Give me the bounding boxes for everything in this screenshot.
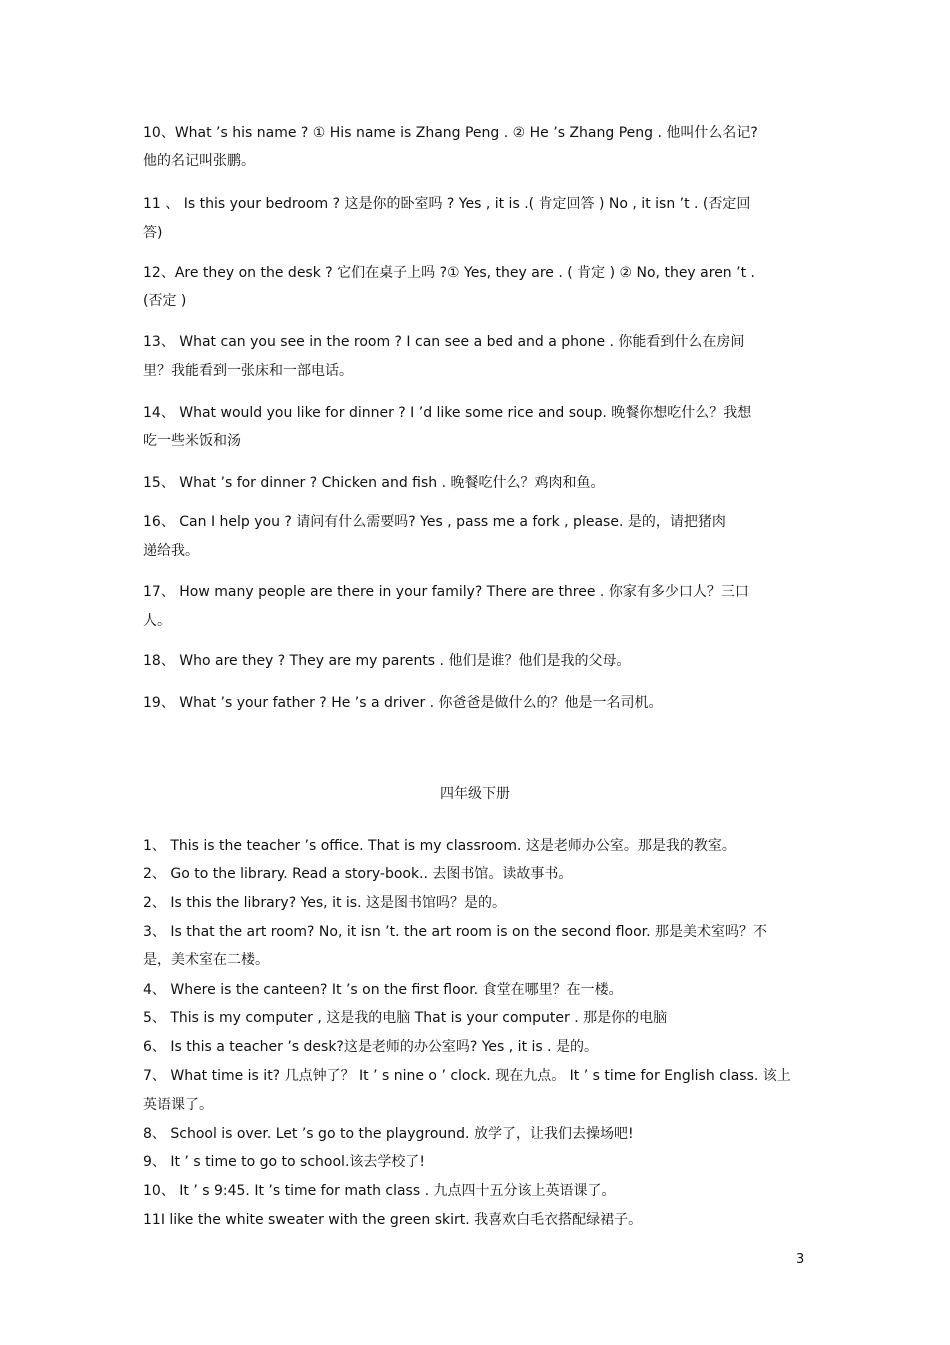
upper-item-18-line1: 18、 Who are they ? They are my parents . 他们是谁？他们是我的父母。 bbox=[143, 653, 631, 669]
upper-item-11-line2: 答) bbox=[143, 225, 163, 241]
upper-item-17-line2: 人。 bbox=[143, 613, 171, 629]
upper-item-14-line2: 吃一些米饭和汤 bbox=[143, 433, 241, 449]
lower-line: 5、 This is my computer , 这是我的电脑 That is your computer . 那是你的电脑 bbox=[143, 1010, 668, 1026]
lower-line: 2、 Is this the library? Yes, it is. 这是图书馆吗？是的。 bbox=[143, 895, 506, 911]
lower-line: 4、 Where is the canteen? It ’s on the first floor. 食堂在哪里？在一楼。 bbox=[143, 982, 623, 998]
lower-line: 10、 It ’ s 9:45. It ’s time for math class . 九点四十五分该上英语课了。 bbox=[143, 1183, 616, 1199]
lower-line: 9、 It ’ s time to go to school.该去学校了! bbox=[143, 1154, 426, 1170]
upper-item-12-line1: 12、Are they on the desk ? 它们在桌子上吗 ?① Yes, they are . ( 肯定 ) ② No, they aren ’t . bbox=[143, 265, 755, 281]
upper-item-14-line1: 14、 What would you like for dinner ? I ’d like some rice and soup. 晚餐你想吃什么？我想 bbox=[143, 405, 752, 421]
lower-line: 1、 This is the teacher ’s office. That is my classroom. 这是老师办公室。那是我的教室。 bbox=[143, 838, 736, 854]
upper-item-11-line1: 11 、 Is this your bedroom ? 这是你的卧室吗 ? Yes , it is .( 肯定回答 ) No , it isn ’t . (否定回 bbox=[143, 196, 751, 212]
lower-line: 8、 School is over. Let ’s go to the playground. 放学了，让我们去操场吧! bbox=[143, 1126, 634, 1142]
upper-item-13-line1: 13、 What can you see in the room ? I can see a bed and a phone . 你能看到什么在房间 bbox=[143, 334, 745, 350]
upper-item-12-line2: (否定 ) bbox=[143, 293, 187, 309]
upper-item-16-line1: 16、 Can I help you ? 请问有什么需要吗? Yes , pass me a fork , please. 是的，请把猪肉 bbox=[143, 514, 726, 530]
lower-line: 英语课了。 bbox=[143, 1097, 213, 1113]
upper-item-19-line1: 19、 What ’s your father ? He ’s a driver . 你爸爸是做什么的？他是一名司机。 bbox=[143, 695, 663, 711]
upper-item-10-line2: 他的名记叫张鹏。 bbox=[143, 153, 255, 169]
upper-item-10-line1: 10、What ’s his name ? ① His name is Zhang Peng . ② He ’s Zhang Peng . 他叫什么名记? bbox=[143, 125, 758, 141]
lower-line: 是，美术室在二楼。 bbox=[143, 952, 269, 968]
lower-line: 11I like the white sweater with the green skirt. 我喜欢白毛衣搭配绿裙子。 bbox=[143, 1212, 643, 1228]
upper-item-16-line2: 递给我。 bbox=[143, 543, 199, 559]
lower-line: 3、 Is that the art room? No, it isn ’t. the art room is on the second floor. 那是美术室吗？不 bbox=[143, 924, 768, 940]
upper-item-17-line1: 17、 How many people are there in your family? There are three . 你家有多少口人？三口 bbox=[143, 584, 749, 600]
upper-item-13-line2: 里？我能看到一张床和一部电话。 bbox=[143, 363, 353, 379]
lower-line: 6、 Is this a teacher ’s desk?这是老师的办公室吗? Yes , it is . 是的。 bbox=[143, 1039, 599, 1055]
upper-item-15-line1: 15、 What ’s for dinner ? Chicken and fish . 晚餐吃什么？鸡肉和鱼。 bbox=[143, 475, 605, 491]
lower-line: 7、 What time is it? 几点钟了？ It ’ s nine o ’ clock. 现在九点。 It ’ s time for English class. 该上 bbox=[143, 1068, 791, 1084]
page-number: 3 bbox=[796, 1252, 805, 1267]
section-title: 四年级下册 bbox=[440, 786, 510, 802]
lower-line: 2、 Go to the library. Read a story-book.. 去图书馆。读故事书。 bbox=[143, 866, 573, 882]
